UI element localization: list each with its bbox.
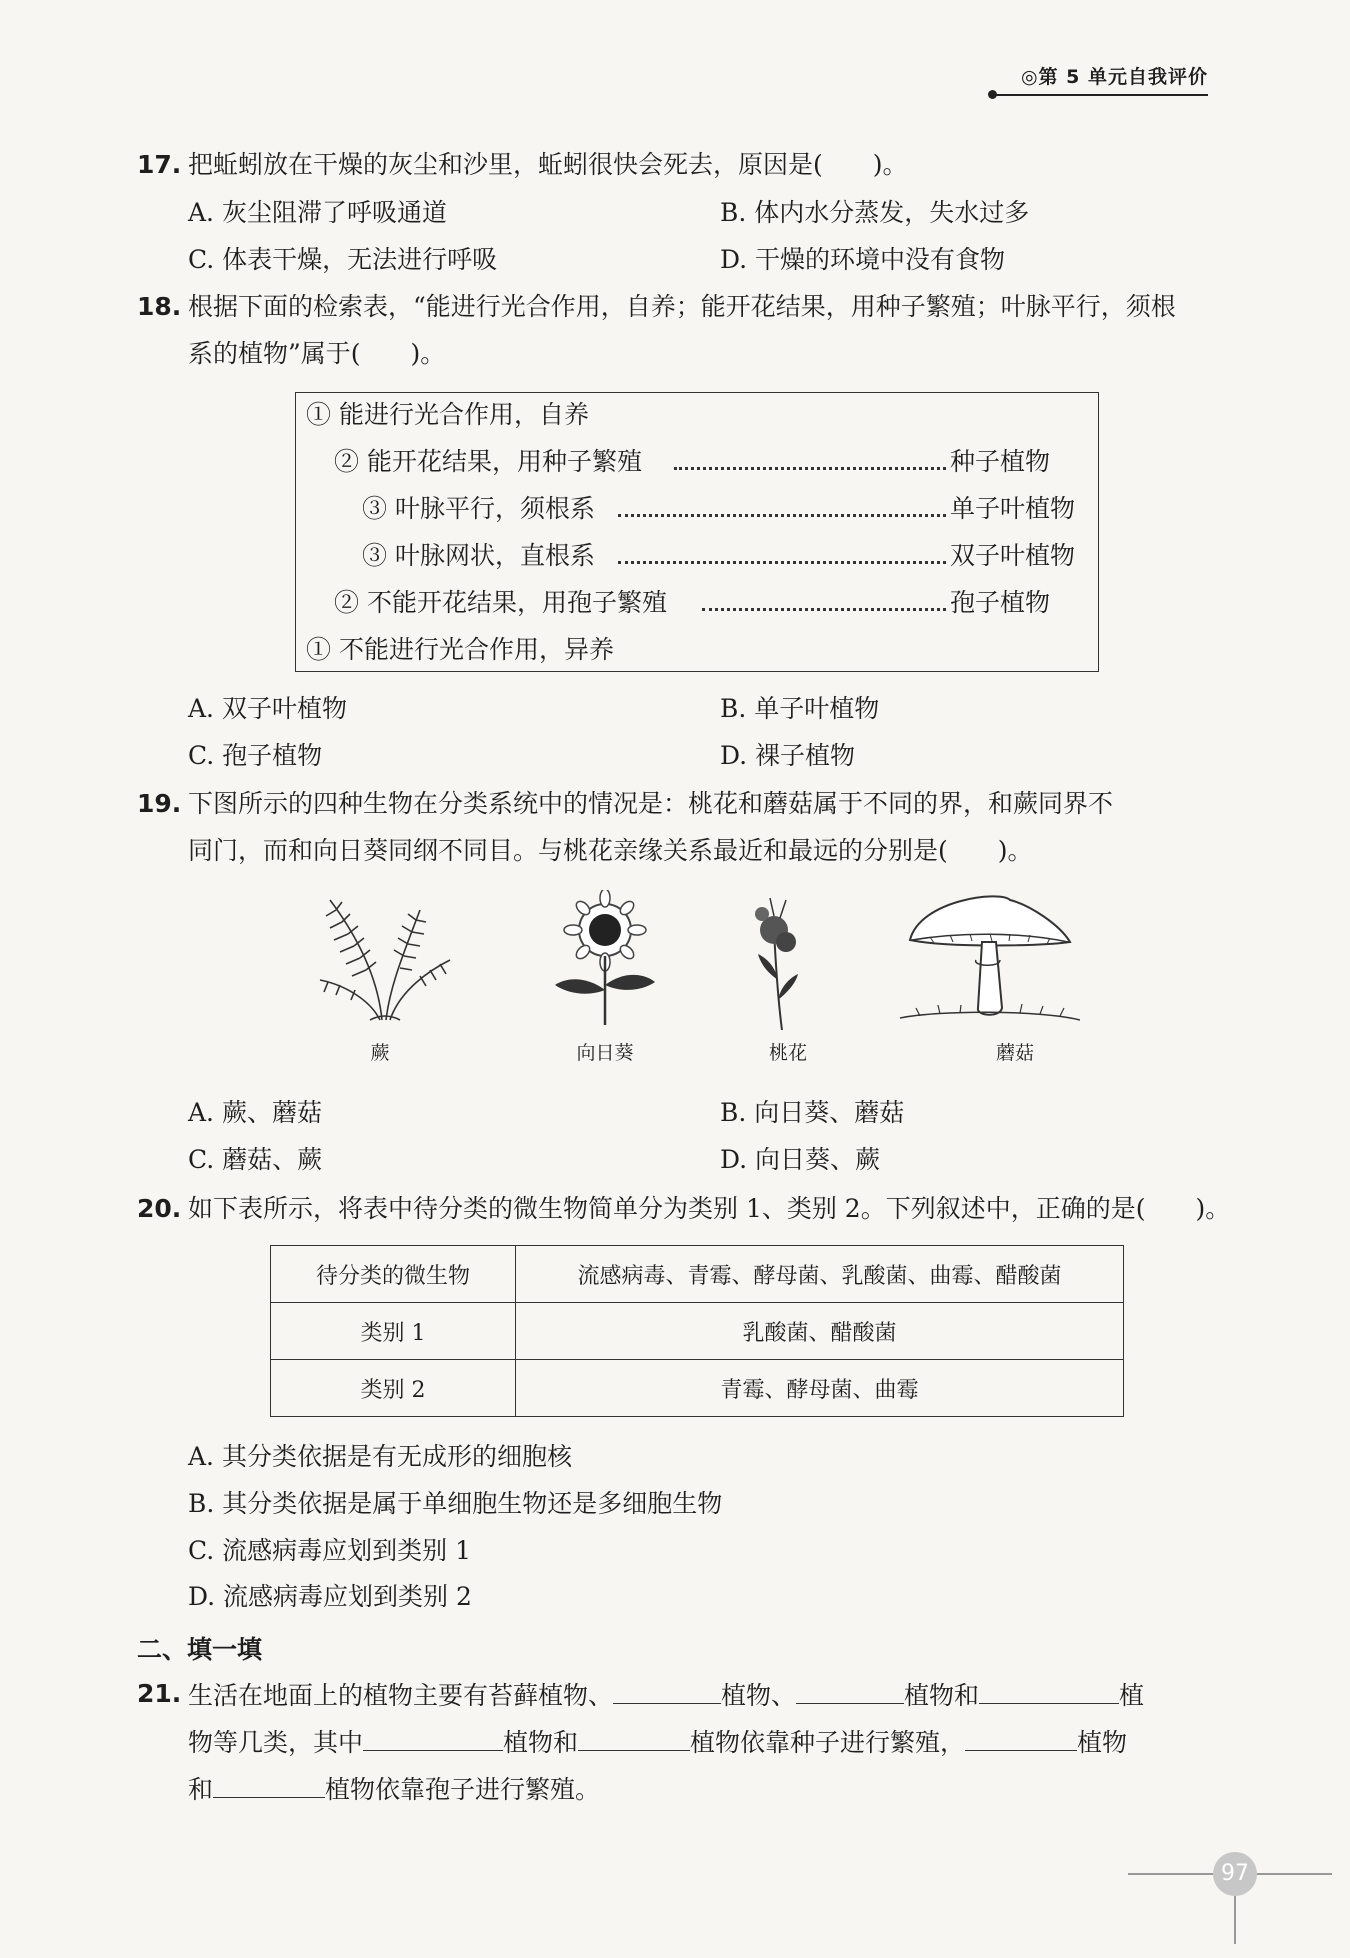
q19-stem-line2: 同门，而和向日葵同纲不同目。与桃花亲缘关系最近和最远的分别是( )。 [188, 836, 1033, 865]
q17-number: 17. [137, 150, 182, 179]
microbe-classification-table [270, 1245, 1124, 1417]
q21-text: 植物 [1077, 1728, 1128, 1757]
q21-line3 [188, 1771, 600, 1807]
q21-number: 21. [137, 1679, 182, 1708]
q21-text: 植物和 [904, 1681, 980, 1710]
key-row-3-leader [618, 514, 946, 517]
q20-stem: 如下表所示，将表中待分类的微生物简单分为类别 1、类别 2。下列叙述中，正确的是( )。 [188, 1194, 1231, 1223]
q19-option-d: D. 向日葵、蕨 [720, 1145, 881, 1174]
key-row-4-leader [618, 561, 946, 564]
table-cell: 流感病毒、青霉、酵母菌、乳酸菌、曲霉、醋酸菌 [516, 1246, 1124, 1303]
q18-option-b: B. 单子叶植物 [720, 694, 880, 723]
q20-option-c: C. 流感病毒应划到类别 1 [188, 1536, 471, 1565]
q17-option-b: B. 体内水分蒸发，失水过多 [720, 198, 1030, 227]
q18-number: 18. [137, 292, 182, 321]
table-cell: 类别 2 [271, 1360, 516, 1417]
q21-text: 和 [188, 1775, 214, 1804]
peach-blossom-illustration [755, 898, 798, 1030]
q21-text: 植物依靠种子进行繁殖， [690, 1728, 966, 1757]
q17-stem: 把蚯蚓放在干燥的灰尘和沙里，蚯蚓很快会死去，原因是( )。 [188, 150, 908, 179]
unit-header: ◎第 5 单元自我评价 [1020, 66, 1208, 88]
q20-option-a: A. 其分类依据是有无成形的细胞核 [188, 1442, 572, 1471]
table-cell: 青霉、酵母菌、曲霉 [516, 1360, 1124, 1417]
section-title: 二、填一填 [137, 1635, 263, 1664]
key-row-1: ① 能进行光合作用，自养 [306, 400, 589, 429]
fill-blank-3[interactable] [979, 1677, 1119, 1704]
header-dot [988, 90, 997, 99]
table-row [271, 1246, 1124, 1303]
caption-peach-blossom: 桃花 [768, 1042, 807, 1064]
fill-blank-7[interactable] [213, 1771, 325, 1798]
table-cell: 乳酸菌、醋酸菌 [516, 1303, 1124, 1360]
q21-line1 [188, 1677, 1144, 1713]
header-rule [992, 94, 1208, 96]
key-row-4: ③ 叶脉网状，直根系 [362, 541, 595, 570]
caption-mushroom: 蘑菇 [995, 1042, 1034, 1064]
fill-blank-6[interactable] [965, 1724, 1077, 1751]
fill-blank-1[interactable] [613, 1677, 721, 1704]
q21-text: 植 [1119, 1681, 1145, 1710]
q18-stem-line1: 根据下面的检索表，“能进行光合作用，自养；能开花结果，用种子繁殖；叶脉平行，须根 [188, 292, 1176, 321]
sunflower-illustration [555, 890, 655, 1025]
fill-blank-5[interactable] [578, 1724, 690, 1751]
key-row-5-leader [702, 608, 946, 611]
q21-text: 植物、 [721, 1681, 797, 1710]
key-row-5: ② 不能开花结果，用孢子繁殖 [334, 588, 667, 617]
key-row-6: ① 不能进行光合作用，异养 [306, 635, 614, 664]
key-row-2: ② 能开花结果，用种子繁殖 [334, 447, 642, 476]
key-row-3-result: 单子叶植物 [950, 494, 1076, 523]
q20-option-b: B. 其分类依据是属于单细胞生物还是多细胞生物 [188, 1489, 723, 1518]
table-cell: 类别 1 [271, 1303, 516, 1360]
mushroom-illustration [900, 896, 1080, 1020]
dichotomous-key-box [295, 392, 1099, 672]
q19-stem-line1: 下图所示的四种生物在分类系统中的情况是：桃花和蘑菇属于不同的界，和蕨同界不 [188, 789, 1114, 818]
table-cell: 待分类的微生物 [271, 1246, 516, 1303]
fill-blank-4[interactable] [363, 1724, 503, 1751]
q21-text: 植物依靠孢子进行繁殖。 [325, 1775, 601, 1804]
q21-text: 物等几类，其中 [188, 1728, 364, 1757]
table-row [271, 1360, 1124, 1417]
caption-sunflower: 向日葵 [576, 1042, 634, 1064]
key-row-3: ③ 叶脉平行，须根系 [362, 494, 595, 523]
fern-illustration [320, 900, 450, 1020]
q21-text: 生活在地面上的植物主要有苔藓植物、 [188, 1681, 614, 1710]
footer-rule-vertical [1234, 1896, 1236, 1944]
footer-rule-right [1257, 1873, 1332, 1875]
key-row-2-result: 种子植物 [950, 447, 1051, 476]
q19-option-c: C. 蘑菇、蕨 [188, 1145, 323, 1174]
q18-stem-line2: 系的植物”属于( )。 [188, 339, 446, 368]
organism-illustrations [300, 890, 1080, 1040]
q17-option-a: A. 灰尘阻滞了呼吸通道 [188, 198, 447, 227]
q19-number: 19. [137, 789, 182, 818]
key-row-5-result: 孢子植物 [950, 588, 1051, 617]
q19-option-b: B. 向日葵、蘑菇 [720, 1098, 905, 1127]
q20-option-d: D. 流感病毒应划到类别 2 [188, 1582, 472, 1611]
q18-option-c: C. 孢子植物 [188, 741, 323, 770]
footer-rule-left [1128, 1873, 1213, 1875]
q17-option-d: D. 干燥的环境中没有食物 [720, 245, 1006, 274]
q18-option-a: A. 双子叶植物 [188, 694, 347, 723]
page-number: 97 [1213, 1852, 1257, 1896]
caption-fern: 蕨 [370, 1042, 390, 1064]
key-row-2-leader [674, 467, 946, 470]
q21-line2 [188, 1724, 1127, 1760]
q19-option-a: A. 蕨、蘑菇 [188, 1098, 322, 1127]
q18-option-d: D. 裸子植物 [720, 741, 856, 770]
q20-number: 20. [137, 1194, 182, 1223]
key-row-4-result: 双子叶植物 [950, 541, 1076, 570]
table-row [271, 1303, 1124, 1360]
fill-blank-2[interactable] [796, 1677, 904, 1704]
q17-option-c: C. 体表干燥，无法进行呼吸 [188, 245, 498, 274]
q21-text: 植物和 [503, 1728, 579, 1757]
